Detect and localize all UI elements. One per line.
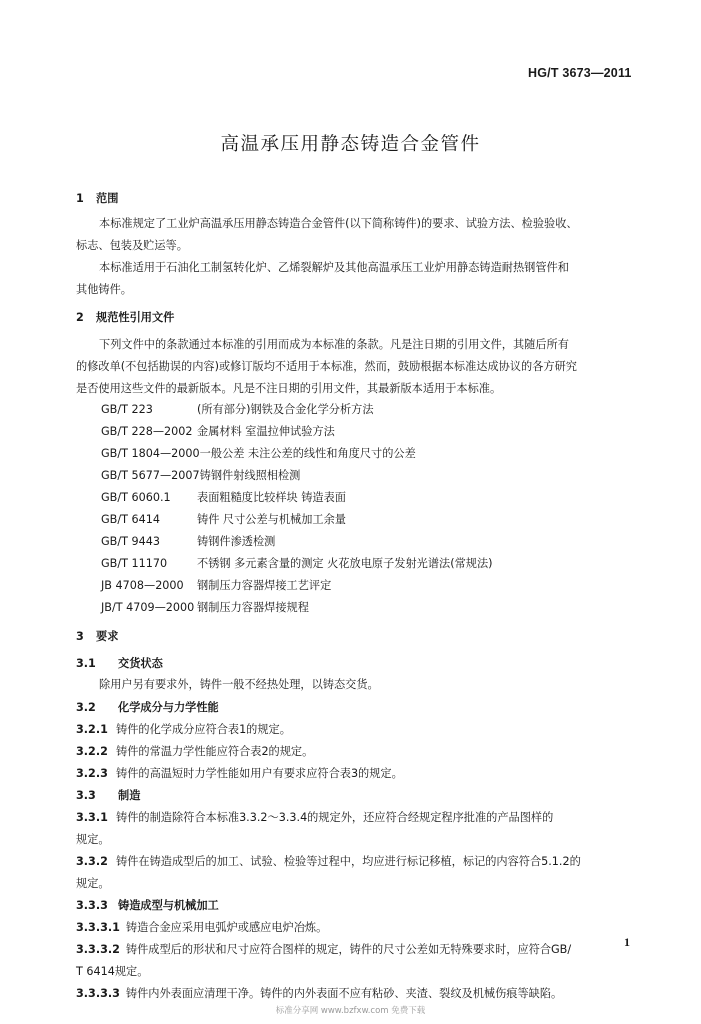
reference-item [101, 555, 493, 571]
reference-code: GB/T 6060.1 [101, 491, 171, 504]
reference-item [101, 577, 331, 593]
clause-3-1 [76, 655, 163, 671]
clause-number: 3.3.3 [76, 899, 108, 912]
clause-title: 化学成分与力学性能 [118, 701, 219, 714]
footer-watermark[interactable]: 标准分享网 www.bzfxw.com 免费下载 [275, 1006, 426, 1016]
section-3-heading [76, 628, 118, 644]
clause-3-3-3-1 [76, 919, 327, 935]
clause-number: 3.2.2 [76, 745, 108, 758]
paragraph: 规定。 [76, 833, 110, 846]
section-title: 范围 [96, 192, 119, 205]
paragraph: 规定。 [76, 877, 110, 890]
clause-number: 3.3.3.2 [76, 943, 120, 956]
clause-text: 铸件的高温短时力学性能如用户有要求应符合表3的规定。 [116, 767, 403, 780]
reference-code: GB/T 223 [101, 403, 153, 416]
paragraph: 标志、包装及贮运等。 [76, 239, 188, 252]
reference-item [101, 511, 346, 527]
reference-item [101, 599, 309, 615]
clause-number: 3.3.3.1 [76, 921, 120, 934]
section-1-heading [76, 190, 118, 206]
reference-item [101, 423, 335, 439]
clause-number: 3.2.1 [76, 723, 108, 736]
paragraph: 的修改单(不包括勘误的内容)或修订版均不适用于本标准，然而，鼓励根据本标准达成协议的各方研究 [76, 360, 577, 373]
clause-3-3-3 [76, 897, 219, 913]
clause-number: 3.3 [76, 789, 96, 802]
reference-item [101, 489, 346, 505]
section-number: 1 [76, 192, 84, 205]
section-title: 规范性引用文件 [96, 311, 175, 324]
section-title: 要求 [96, 630, 119, 643]
reference-title: (所有部分)钢铁及合金化学分析方法 [197, 403, 374, 416]
reference-code: GB/T 228—2002 [101, 425, 193, 438]
clause-text: 铸件的制造除符合本标准3.3.2～3.3.4的规定外，还应符合经规定程序批准的产品图样的 [116, 811, 554, 824]
reference-item [101, 445, 416, 461]
clause-title: 铸造成型与机械加工 [118, 899, 219, 912]
clause-3-2 [76, 699, 219, 715]
clause-3-2-3 [76, 765, 403, 781]
section-number: 3 [76, 630, 84, 643]
clause-text: 铸件的常温力学性能应符合表2的规定。 [116, 745, 314, 758]
reference-title: 不锈钢 多元素含量的测定 火花放电原子发射光谱法(常规法) [197, 557, 493, 570]
reference-code: GB/T 6414 [101, 513, 160, 526]
clause-3-3 [76, 787, 140, 803]
clause-number: 3.1 [76, 657, 96, 670]
reference-code: JB 4708—2000 [101, 579, 184, 592]
clause-3-3-3-3 [76, 985, 562, 1001]
clause-number: 3.3.2 [76, 855, 108, 868]
reference-code: GB/T 1804—2000 [101, 447, 200, 460]
reference-code: GB/T 9443 [101, 535, 160, 548]
clause-number: 3.2 [76, 701, 96, 714]
paragraph: T 6414规定。 [76, 965, 149, 978]
paragraph: 是否使用这些文件的最新版本。凡是不注日期的引用文件，其最新版本适用于本标准。 [76, 382, 502, 395]
clause-title: 交货状态 [118, 657, 163, 670]
page-number: 1 [624, 935, 630, 949]
clause-text: 铸造合金应采用电弧炉或感应电炉冶炼。 [125, 921, 328, 934]
reference-code: JB/T 4709—2000 [101, 601, 195, 614]
clause-number: 3.3.3.3 [76, 987, 120, 1000]
document-title: 高温承压用静态铸造合金管件 [220, 134, 481, 155]
clause-number: 3.2.3 [76, 767, 108, 780]
paragraph: 本标准适用于石油化工制氢转化炉、乙烯裂解炉及其他高温承压工业炉用静态铸造耐热钢管件和 [99, 261, 569, 274]
reference-title: 铸钢件渗透检测 [197, 535, 276, 548]
reference-item [101, 467, 300, 483]
standard-code: HG/T 3673—2011 [528, 66, 632, 80]
reference-title: 铸件 尺寸公差与机械加工余量 [197, 513, 346, 526]
section-number: 2 [76, 311, 84, 324]
paragraph: 下列文件中的条款通过本标准的引用而成为本标准的条款。凡是注日期的引用文件，其随后所有 [99, 338, 569, 351]
reference-title: 铸钢件射线照相检测 [199, 469, 301, 482]
clause-3-3-3-2 [76, 941, 571, 957]
reference-title: 表面粗糙度比较样块 铸造表面 [197, 491, 346, 504]
clause-3-3-1 [76, 809, 553, 825]
clause-text: 铸件在铸造成型后的加工、试验、检验等过程中，均应进行标记移植，标记的内容符合5.1.2的 [116, 855, 581, 868]
paragraph: 本标准规定了工业炉高温承压用静态铸造合金管件(以下简称铸件)的要求、试验方法、检验验收、 [99, 217, 578, 230]
clause-text: 铸件内外表面应清理干净。铸件的内外表面不应有粘砂、夹渣、裂纹及机械伤痕等缺陷。 [125, 987, 563, 1000]
clause-3-2-2 [76, 743, 313, 759]
clause-3-2-1 [76, 721, 291, 737]
reference-code: GB/T 5677—2007 [101, 469, 200, 482]
section-2-heading [76, 309, 174, 325]
paragraph: 除用户另有要求外，铸件一般不经热处理，以铸态交货。 [99, 678, 379, 691]
reference-title: 钢制压力容器焊接规程 [197, 601, 309, 614]
clause-number: 3.3.1 [76, 811, 108, 824]
reference-item [101, 401, 374, 417]
reference-code: GB/T 11170 [101, 557, 168, 570]
clause-title: 制造 [118, 789, 141, 802]
clause-text: 铸件的化学成分应符合表1的规定。 [116, 723, 291, 736]
clause-3-3-2 [76, 853, 581, 869]
reference-title: 一般公差 未注公差的线性和角度尺寸的公差 [199, 447, 416, 460]
reference-title: 金属材料 室温拉伸试验方法 [197, 425, 335, 438]
reference-title: 钢制压力容器焊接工艺评定 [197, 579, 332, 592]
clause-text: 铸件成型后的形状和尺寸应符合图样的规定，铸件的尺寸公差如无特殊要求时，应符合GB/ [125, 943, 572, 956]
reference-item [101, 533, 275, 549]
paragraph: 其他铸件。 [76, 283, 132, 296]
